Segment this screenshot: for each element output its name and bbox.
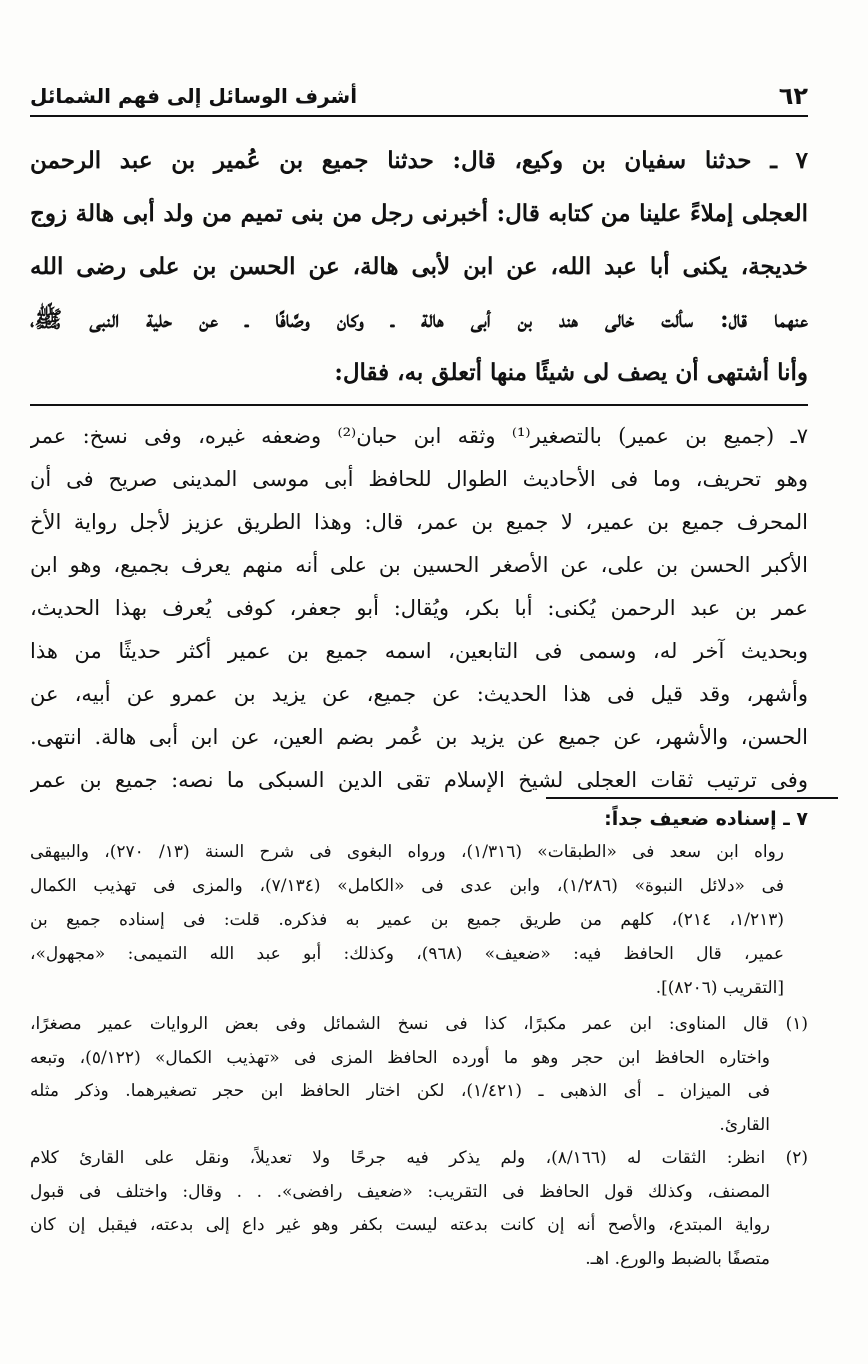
commentary-line: وهو تحريف، وما فى الأحاديث الطوال للحافظ أبى موسى المدينى صريح فى أن bbox=[30, 467, 808, 491]
hadith-line: العجلى إملاءً علينا من كتابه قال: أخبرنى رجل من بنى تميم من ولد أبى هالة زوج bbox=[30, 200, 808, 227]
commentary-line: ٧ـ (جميع بن عمير) بالتصغير⁽¹⁾ وثقه ابن حبان⁽²⁾ وضعفه غيره، وفى نسخ: عمر bbox=[30, 424, 808, 448]
commentary-line: وبحديث آخر له، وسمى فى التابعين، اسمه جميع بن عمير أكثر حديثًا من هذا bbox=[30, 639, 808, 663]
hadith-line: خديجة، يكنى أبا عبد الله، عن ابن لأبى هالة، عن الحسن بن على رضى الله bbox=[30, 253, 808, 280]
hadith-line: عنهما قال: سألت خالى هند بن أبى هالة ـ وكان وصَّافًا ـ عن حلية النبى ﷺ، bbox=[30, 306, 808, 333]
footnote-line: واختاره الحافظ ابن حجر وهو ما أورده الحافظ المزى فى «تهذيب الكمال» (٥/١٢٢)، وتبعه bbox=[30, 1047, 770, 1068]
hadith-line: وأنا أشتهى أن يصف لى شيئًا منها أتعلق به، فقال: bbox=[334, 359, 808, 386]
takhrij-line: [التقريب (٨٢٠٦)]. bbox=[655, 978, 784, 998]
takhrij-line: (١/٢١٣، ٢١٤)، كلهم من طريق جميع بن عمير به فذكره. قلت: فى إسناده جميع بن bbox=[30, 910, 784, 930]
commentary-line: المحرف جميع بن عمير، لا جميع بن عمر، قال: وهذا الطريق عزيز لأجل رواية الأخ bbox=[30, 510, 808, 534]
commentary-line: الحسن، والأشهر، عن جميع عن يزيد بن عُمر بضم العين، عن ابن أبى هالة. انتهى. bbox=[30, 725, 808, 749]
book-page bbox=[30, 0, 838, 1364]
commentary bbox=[30, 415, 808, 802]
takhrij-section bbox=[30, 802, 808, 1006]
footnote-line: (١) قال المناوى: ابن عمر مكبرًا، كذا فى نسخ الشمائل وفى بعض الروايات عمير مصغرًا، bbox=[30, 1014, 808, 1034]
footnotes bbox=[30, 1008, 808, 1276]
running-title: أشرف الوسائل إلى فهم الشمائل bbox=[30, 84, 358, 108]
footnote-line: فى الميزان ـ أى الذهبى ـ (١/٤٢١)، لكن اختار الحافظ ابن حجر تصغيرهما. وذكر مثله bbox=[30, 1081, 770, 1101]
footnote-rule bbox=[546, 797, 838, 799]
footnote-line: المصنف، وكذلك قول الحافظ فى التقريب: «ضعيف رافضى». . . وقال: واختلف فى قبول bbox=[30, 1181, 770, 1202]
hadith-line: ٧ ـ حدثنا سفيان بن وكيع، قال: حدثنا جميع بن عُمير بن عبد الرحمن bbox=[30, 147, 808, 174]
footnote-line: رواية المبتدع، والأصح أنه إن كانت بدعته ليست بكفر وهو غير داع إلى بدعته، فيقبل إن كان bbox=[30, 1215, 770, 1235]
commentary-line: وأشهر، وقد قيل فى هذا الحديث: عن جميع، عن يزيد بن عمرو عن أبيه، عن bbox=[30, 682, 808, 706]
commentary-line: الأكبر الحسن بن على، عن الأصغر الحسين بن على أنه منهم يعرف بجميع، وهو ابن bbox=[30, 553, 808, 577]
takhrij-line: فى «دلائل النبوة» (١/٢٨٦)، وابن عدى فى «الكامل» (٧/١٣٤)، والمزى فى تهذيب الكمال bbox=[30, 876, 784, 896]
hadith-text bbox=[30, 136, 808, 401]
footnote-line: متصفًا بالضبط والورع. اهـ. bbox=[585, 1248, 770, 1269]
commentary-line: وفى ترتيب ثقات العجلى لشيخ الإسلام تقى الدين السبكى ما نصه: جميع بن عمر bbox=[30, 768, 808, 792]
header-rule bbox=[30, 115, 808, 117]
takhrij-heading: ٧ ـ إسناده ضعيف جداً: bbox=[604, 808, 808, 830]
separator-rule bbox=[30, 404, 808, 406]
takhrij-line: رواه ابن سعد فى «الطبقات» (١/٣١٦)، ورواه البغوى فى شرح السنة (١٣/ ٢٧٠)، والبيهقى bbox=[30, 842, 785, 862]
footnote-line: (٢) انظر: الثقات له (٨/١٦٦)، ولم يذكر فيه جرحًا ولا تعديلاً، ونقل على القارئ كلام bbox=[30, 1148, 808, 1168]
page-header bbox=[30, 80, 808, 112]
page-number: ٦٢ bbox=[778, 82, 808, 110]
takhrij-line: عمير، قال الحافظ فيه: «ضعيف» (٩٦٨)، وكذلك: أبو عبد الله التميمى: «مجهول»، bbox=[30, 944, 784, 964]
footnote-line: القارئ. bbox=[719, 1114, 770, 1135]
commentary-line: عمر بن عبد الرحمن يُكنى: أبا بكر، ويُقال: أبو جعفر، كوفى يُعرف بهذا الحديث، bbox=[30, 596, 808, 620]
